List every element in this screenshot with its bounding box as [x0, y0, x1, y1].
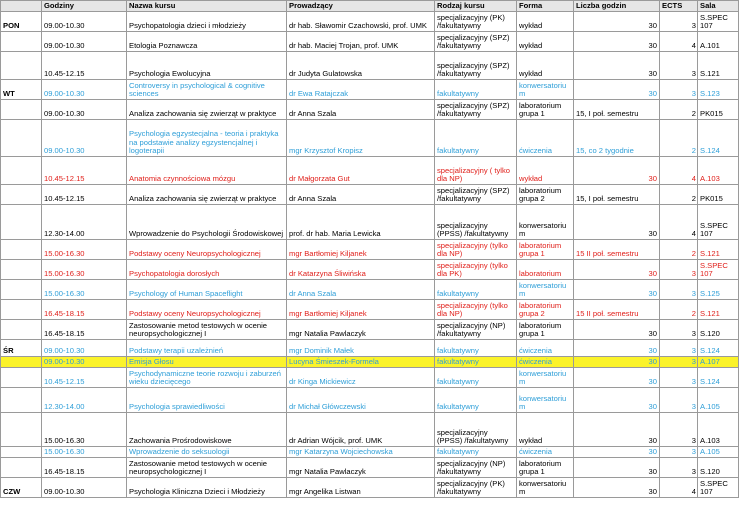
course-type-cell: fakultatywny: [435, 357, 517, 368]
day-cell: [1, 100, 42, 120]
day-cell: [1, 260, 42, 280]
teacher-cell: prof. dr hab. Maria Lewicka: [287, 205, 435, 240]
form-cell: wykład: [517, 413, 574, 447]
teacher-cell: dr Katarzyna Śliwińska: [287, 260, 435, 280]
time-cell: 09.00-10.30: [42, 12, 127, 32]
room-cell: S.SPEC 107: [698, 12, 739, 32]
day-cell: [1, 52, 42, 80]
day-cell: [1, 388, 42, 413]
teacher-cell: dr Adrian Wójcik, prof. UMK: [287, 413, 435, 447]
teacher-cell: mgr Natalia Pawlaczyk: [287, 320, 435, 340]
header-prowadzacy: Prowadzący: [287, 1, 435, 12]
ects-cell: 4: [660, 478, 698, 498]
ects-cell: 4: [660, 32, 698, 52]
course-type-cell: specjalizacyjny (NP) /fakultatywny: [435, 320, 517, 340]
course-name-cell: Zastosowanie metod testowych w ocenie neuropsychologicznej I: [127, 320, 287, 340]
table-row: [1, 388, 739, 413]
form-cell: wykład: [517, 32, 574, 52]
header-nazwa-kursu: Nazwa kursu: [127, 1, 287, 12]
time-cell: 15.00-16.30: [42, 447, 127, 458]
course-type-cell: specjalizacyjny (PK) /fakultatywny: [435, 478, 517, 498]
teacher-cell: mgr Bartłomiej Kiljanek: [287, 240, 435, 260]
course-name-cell: Psychologia Ewolucyjna: [127, 52, 287, 80]
room-cell: S.125: [698, 280, 739, 300]
ects-cell: 4: [660, 157, 698, 185]
form-cell: wykład: [517, 157, 574, 185]
course-name-cell: Controversy in psychological & cognitive sciences: [127, 80, 287, 100]
time-cell: 09.00-10.30: [42, 32, 127, 52]
table-row: [1, 12, 739, 32]
course-name-cell: Psychologia sprawiedliwości: [127, 388, 287, 413]
course-name-cell: Psychologia egzystecjalna - teoria i praktyka na podstawie analizy egzystencjalnej i logoterapii: [127, 120, 287, 157]
time-cell: 10.45-12.15: [42, 185, 127, 205]
hours-cell: 30: [574, 157, 660, 185]
hours-cell: 30: [574, 320, 660, 340]
day-cell: [1, 157, 42, 185]
room-cell: S.124: [698, 120, 739, 157]
room-cell: S.121: [698, 52, 739, 80]
schedule-body: [1, 12, 739, 498]
course-name-cell: Podstawy terapii uzależnień: [127, 340, 287, 357]
hours-cell: 30: [574, 280, 660, 300]
table-row: [1, 120, 739, 157]
ects-cell: 3: [660, 357, 698, 368]
teacher-cell: dr Małgorzata Gut: [287, 157, 435, 185]
ects-cell: 3: [660, 368, 698, 388]
room-cell: S.SPEC 107: [698, 478, 739, 498]
day-cell: CZW: [1, 478, 42, 498]
ects-cell: 2: [660, 120, 698, 157]
table-row: [1, 80, 739, 100]
table-row: [1, 32, 739, 52]
table-row: [1, 368, 739, 388]
ects-cell: 2: [660, 100, 698, 120]
course-type-cell: fakultatywny: [435, 368, 517, 388]
hours-cell: 30: [574, 52, 660, 80]
teacher-cell: mgr Dominik Małek: [287, 340, 435, 357]
form-cell: ćwiczenia: [517, 340, 574, 357]
room-cell: S.124: [698, 340, 739, 357]
header-godziny: Godziny: [42, 1, 127, 12]
header-row: [1, 1, 739, 12]
room-cell: S.121: [698, 240, 739, 260]
form-cell: laboratorium grupa 1: [517, 100, 574, 120]
time-cell: 09.00-10.30: [42, 478, 127, 498]
form-cell: wykład: [517, 12, 574, 32]
ects-cell: 3: [660, 458, 698, 478]
room-cell: PK015: [698, 185, 739, 205]
time-cell: 09.00-10.30: [42, 357, 127, 368]
ects-cell: 3: [660, 280, 698, 300]
hours-note: 15, I poł. semestru: [576, 109, 639, 119]
header-rodzaj-kursu: Rodzaj kursu: [435, 1, 517, 12]
room-cell: A.107: [698, 357, 739, 368]
course-type-cell: fakultatywny: [435, 120, 517, 157]
day-cell: [1, 205, 42, 240]
course-name-cell: Podstawy oceny Neuropsychologicznej: [127, 240, 287, 260]
time-cell: 09.00-10.30: [42, 340, 127, 357]
form-cell: konwersatorium: [517, 388, 574, 413]
ects-cell: 3: [660, 12, 698, 32]
form-cell: laboratorium grupa 1: [517, 320, 574, 340]
room-cell: A.105: [698, 447, 739, 458]
room-cell: A.103: [698, 157, 739, 185]
table-row: [1, 185, 739, 205]
hours-cell: [574, 300, 660, 320]
course-name-cell: Psychology of Human Spaceflight: [127, 280, 287, 300]
room-cell: S.120: [698, 458, 739, 478]
table-row: [1, 52, 739, 80]
teacher-cell: dr Kinga Mickiewicz: [287, 368, 435, 388]
form-cell: konwersatorium: [517, 80, 574, 100]
table-row: [1, 478, 739, 498]
course-type-cell: specjalizacyjny (tylko dla NP): [435, 240, 517, 260]
course-type-cell: fakultatywny: [435, 80, 517, 100]
teacher-cell: mgr Angelika Listwan: [287, 478, 435, 498]
form-cell: konwersatorium: [517, 205, 574, 240]
teacher-cell: dr Anna Szala: [287, 100, 435, 120]
day-cell: [1, 240, 42, 260]
header-day: [1, 1, 42, 12]
hours-cell: [574, 120, 660, 157]
course-name-cell: Psychodynamiczne teorie rozwoju i zaburzeń wieku dziecięcego: [127, 368, 287, 388]
room-cell: A.103: [698, 413, 739, 447]
form-cell: laboratorium grupa 2: [517, 185, 574, 205]
hours-cell: [574, 185, 660, 205]
course-type-cell: fakultatywny: [435, 340, 517, 357]
time-cell: 15.00-16.30: [42, 413, 127, 447]
hours-note: 15 II poł. semestru: [576, 309, 639, 319]
table-row: [1, 100, 739, 120]
room-cell: PK015: [698, 100, 739, 120]
ects-cell: 2: [660, 300, 698, 320]
day-cell: [1, 458, 42, 478]
hours-cell: [574, 100, 660, 120]
ects-cell: 2: [660, 240, 698, 260]
day-cell: [1, 120, 42, 157]
teacher-cell: dr hab. Maciej Trojan, prof. UMK: [287, 32, 435, 52]
teacher-cell: mgr Krzysztof Kropisz: [287, 120, 435, 157]
time-cell: 15.00-16.30: [42, 260, 127, 280]
day-cell: [1, 447, 42, 458]
course-name-cell: Psychologia Kliniczna Dzieci i Młodzieży: [127, 478, 287, 498]
day-cell: [1, 300, 42, 320]
header-sala: Sala: [698, 1, 739, 12]
ects-cell: 4: [660, 205, 698, 240]
course-type-cell: specjalizacyjny (PPSS) /fakultatywny: [435, 205, 517, 240]
course-type-cell: specjalizacyjny (SPZ) /fakultatywny: [435, 185, 517, 205]
form-cell: konwersatorium: [517, 280, 574, 300]
teacher-cell: dr hab. Sławomir Czachowski, prof. UMK: [287, 12, 435, 32]
hours-cell: 30: [574, 205, 660, 240]
hours-cell: 30: [574, 12, 660, 32]
ects-cell: 3: [660, 52, 698, 80]
course-name-cell: Zastosowanie metod testowych w ocenie neuropsychologicznej I: [127, 458, 287, 478]
room-cell: S.SPEC 107: [698, 205, 739, 240]
time-cell: 10.45-12.15: [42, 368, 127, 388]
course-name-cell: Wprowadzenie do Psychologii Środowiskowej: [127, 205, 287, 240]
course-type-cell: specjalizacyjny (PPSS) /fakultatywny: [435, 413, 517, 447]
course-type-cell: fakultatywny: [435, 280, 517, 300]
hours-cell: [574, 240, 660, 260]
time-cell: 16.45-18.15: [42, 300, 127, 320]
hours-cell: 30: [574, 32, 660, 52]
course-type-cell: specjalizacyjny (tylko dla PK): [435, 260, 517, 280]
ects-cell: 3: [660, 80, 698, 100]
time-cell: 10.45-12.15: [42, 157, 127, 185]
day-cell: [1, 357, 42, 368]
course-type-cell: specjalizacyjny (PK) /fakultatywny: [435, 12, 517, 32]
room-cell: S.123: [698, 80, 739, 100]
hours-cell: 30: [574, 447, 660, 458]
form-cell: konwersatorium: [517, 478, 574, 498]
time-cell: 15.00-16.30: [42, 280, 127, 300]
hours-cell: 30: [574, 478, 660, 498]
teacher-cell: dr Ewa Ratajczak: [287, 80, 435, 100]
room-cell: S.120: [698, 320, 739, 340]
course-name-cell: Emisja Głosu: [127, 357, 287, 368]
time-cell: 15.00-16.30: [42, 240, 127, 260]
course-name-cell: Psychopatologia dorosłych: [127, 260, 287, 280]
course-type-cell: specjalizacyjny (SPZ) /fakultatywny: [435, 32, 517, 52]
form-cell: konwersatorium: [517, 368, 574, 388]
form-cell: ćwiczenia: [517, 447, 574, 458]
course-type-cell: specjalizacyjny (tylko dla NP): [435, 300, 517, 320]
time-cell: 09.00-10.30: [42, 120, 127, 157]
header-forma: Forma: [517, 1, 574, 12]
day-cell: [1, 32, 42, 52]
course-name-cell: Anatomia czynnościowa mózgu: [127, 157, 287, 185]
teacher-cell: dr Michał Główczewski: [287, 388, 435, 413]
time-cell: 16.45-18.15: [42, 458, 127, 478]
table-row: [1, 320, 739, 340]
time-cell: 09.00-10.30: [42, 80, 127, 100]
course-name-cell: Podstawy oceny Neuropsychologicznej: [127, 300, 287, 320]
hours-note: 15, I poł. semestru: [576, 194, 639, 204]
teacher-cell: mgr Bartłomiej Kiljanek: [287, 300, 435, 320]
hours-cell: 30: [574, 260, 660, 280]
room-cell: A.105: [698, 388, 739, 413]
course-name-cell: Analiza zachowania się zwierząt w praktyce: [127, 185, 287, 205]
table-row: [1, 205, 739, 240]
hours-cell: 30: [574, 80, 660, 100]
hours-cell: 30: [574, 368, 660, 388]
form-cell: laboratorium: [517, 260, 574, 280]
teacher-cell: dr Anna Szala: [287, 185, 435, 205]
teacher-cell: dr Anna Szala: [287, 280, 435, 300]
hours-cell: 30: [574, 357, 660, 368]
hours-cell: 30: [574, 413, 660, 447]
table-row: [1, 357, 739, 368]
day-cell: [1, 280, 42, 300]
table-row: [1, 300, 739, 320]
time-cell: 12.30-14.00: [42, 388, 127, 413]
course-type-cell: specjalizacyjny (SPZ) /fakultatywny: [435, 100, 517, 120]
time-cell: 10.45-12.15: [42, 52, 127, 80]
ects-cell: 3: [660, 447, 698, 458]
hours-cell: 30: [574, 340, 660, 357]
table-row: [1, 260, 739, 280]
course-type-cell: specjalizacyjny ( tylko dla NP): [435, 157, 517, 185]
teacher-cell: mgr Katarzyna Wojciechowska: [287, 447, 435, 458]
day-cell: [1, 185, 42, 205]
course-name-cell: Etologia Poznawcza: [127, 32, 287, 52]
day-cell: [1, 368, 42, 388]
ects-cell: 3: [660, 260, 698, 280]
table-row: [1, 340, 739, 357]
course-type-cell: specjalizacyjny (NP) /fakultatywny: [435, 458, 517, 478]
table-row: [1, 280, 739, 300]
room-cell: A.101: [698, 32, 739, 52]
ects-cell: 3: [660, 340, 698, 357]
form-cell: ćwiczenia: [517, 120, 574, 157]
course-name-cell: Analiza zachowania się zwierząt w praktyce: [127, 100, 287, 120]
day-cell: [1, 320, 42, 340]
table-row: [1, 458, 739, 478]
course-type-cell: fakultatywny: [435, 447, 517, 458]
ects-cell: 3: [660, 388, 698, 413]
header-liczba-godzin: Liczba godzin: [574, 1, 660, 12]
course-name-cell: Wprowadzenie do seksuologii: [127, 447, 287, 458]
table-row: [1, 413, 739, 447]
hours-note: 15 II poł. semestru: [576, 249, 639, 259]
time-cell: 12.30-14.00: [42, 205, 127, 240]
teacher-cell: mgr Natalia Pawlaczyk: [287, 458, 435, 478]
hours-note: 15, co 2 tygodnie: [576, 146, 634, 156]
teacher-cell: Lucyna Śmieszek-Formela: [287, 357, 435, 368]
room-cell: S.124: [698, 368, 739, 388]
time-cell: 16.45-18.15: [42, 320, 127, 340]
teacher-cell: dr Judyta Gulatowska: [287, 52, 435, 80]
room-cell: S.121: [698, 300, 739, 320]
ects-cell: 3: [660, 413, 698, 447]
ects-cell: 3: [660, 320, 698, 340]
header-ects: ECTS: [660, 1, 698, 12]
ects-cell: 2: [660, 185, 698, 205]
table-row: [1, 447, 739, 458]
form-cell: ćwiczenia: [517, 357, 574, 368]
day-cell: [1, 413, 42, 447]
course-name-cell: Zachowania Prośrodowiskowe: [127, 413, 287, 447]
form-cell: laboratorium grupa 2: [517, 300, 574, 320]
day-cell: PON: [1, 12, 42, 32]
course-type-cell: specjalizacyjny (SPZ) /fakultatywny: [435, 52, 517, 80]
table-row: [1, 240, 739, 260]
hours-cell: 30: [574, 458, 660, 478]
table-row: [1, 157, 739, 185]
time-cell: 09.00-10.30: [42, 100, 127, 120]
form-cell: laboratorium grupa 1: [517, 458, 574, 478]
day-cell: ŚR: [1, 340, 42, 357]
course-type-cell: fakultatywny: [435, 388, 517, 413]
day-cell: WT: [1, 80, 42, 100]
form-cell: wykład: [517, 52, 574, 80]
form-cell: laboratorium grupa 1: [517, 240, 574, 260]
hours-cell: 30: [574, 388, 660, 413]
course-name-cell: Psychopatologia dzieci i młodzieży: [127, 12, 287, 32]
room-cell: S.SPEC 107: [698, 260, 739, 280]
